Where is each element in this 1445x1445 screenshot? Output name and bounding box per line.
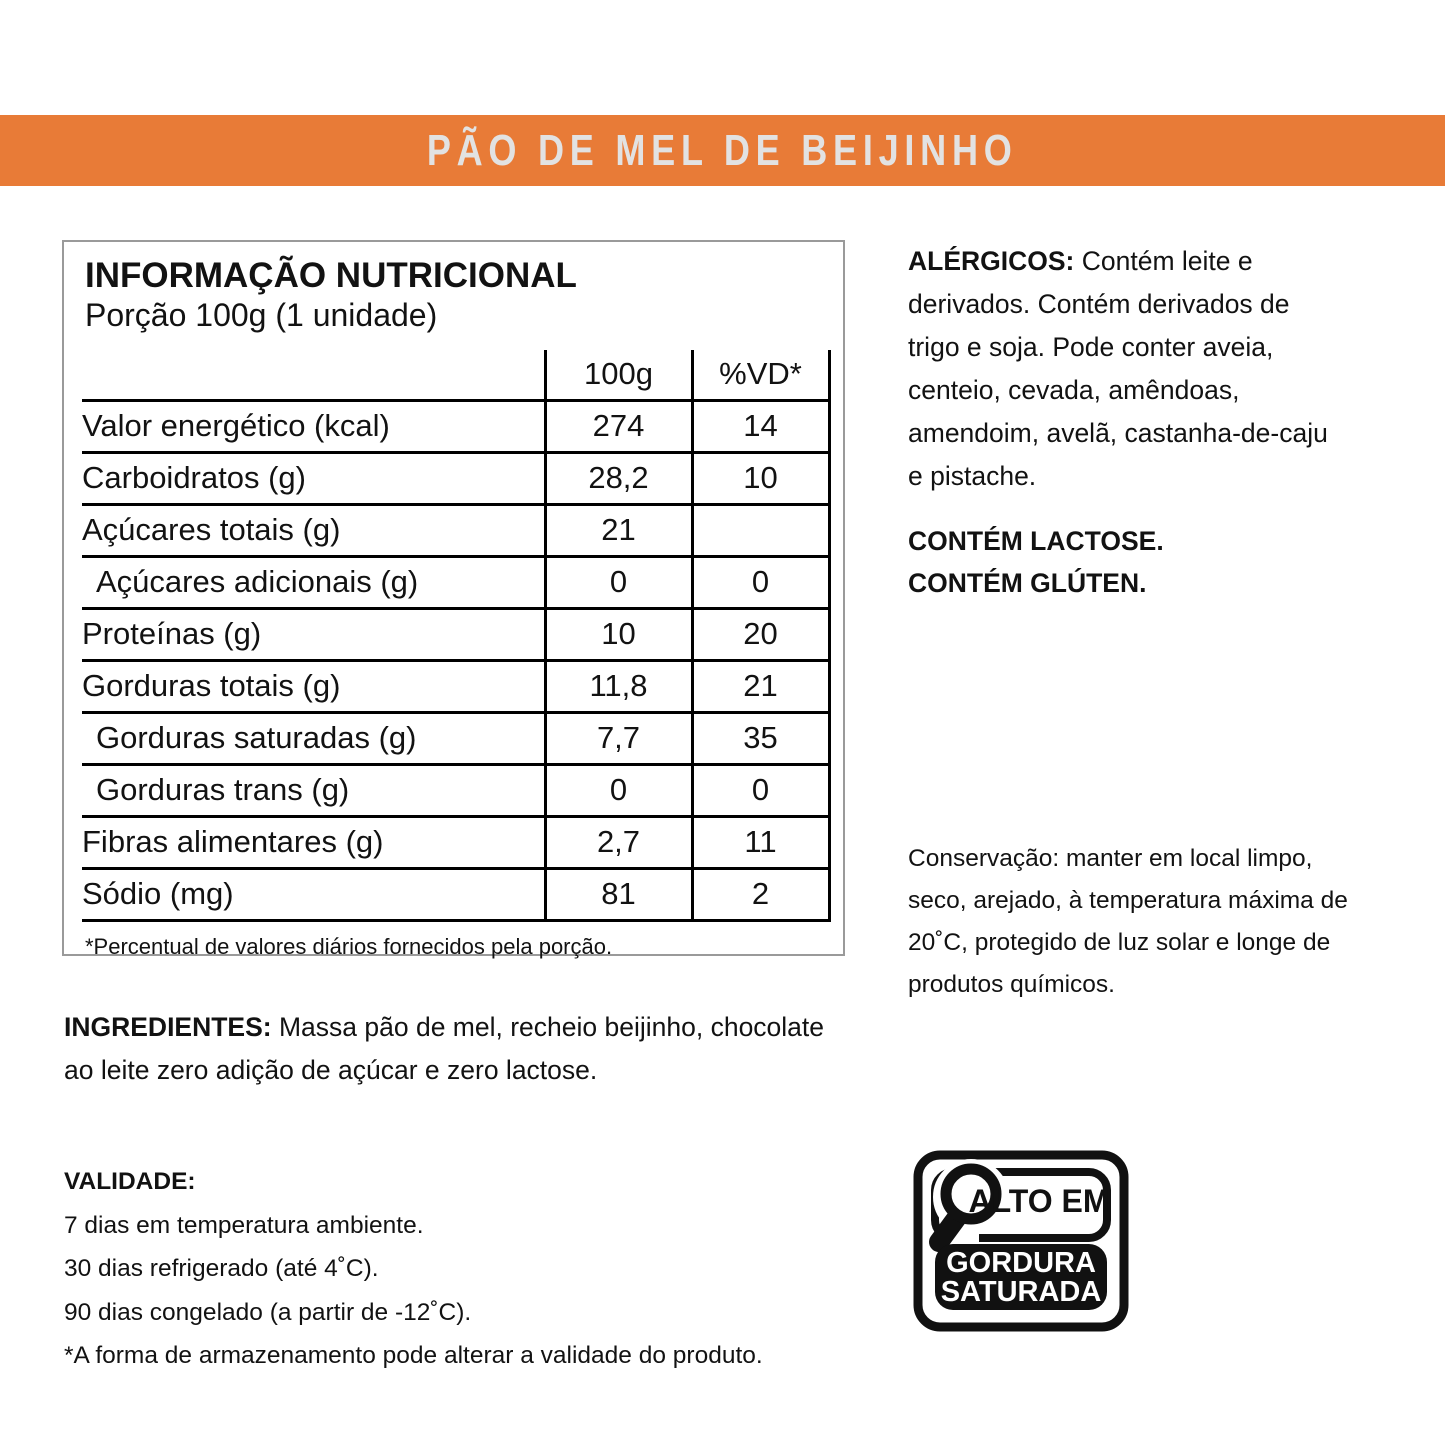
row-label: Fibras alimentares (g) <box>82 816 545 868</box>
column-header-amount: 100g <box>545 350 692 401</box>
contains-statements <box>908 520 1348 606</box>
row-dv <box>692 504 829 556</box>
row-dv: 21 <box>692 660 829 712</box>
row-value: 10 <box>545 608 692 660</box>
nutrition-table <box>82 350 831 922</box>
allergens-heading: ALÉRGICOS: <box>908 246 1075 276</box>
nutrition-title: INFORMAÇÃO NUTRICIONAL <box>85 256 577 295</box>
row-dv: 10 <box>692 452 829 504</box>
contains-lactose: CONTÉM LACTOSE. <box>908 525 1164 556</box>
ingredients-body: Massa pão de mel, recheio beijinho, chocolate ao leite zero adição de açúcar e zero lactose. <box>64 1012 825 1085</box>
nutrition-portion: Porção 100g (1 unidade) <box>85 297 438 334</box>
conservation-text: Conservação: manter em local limpo, seco, arejado, à temperatura máxima de 20˚C, protegido de luz solar e longe de produtos químicos. <box>908 845 1348 999</box>
validity-section <box>64 1160 864 1378</box>
row-dv: 2 <box>692 868 829 920</box>
nutrition-facts-panel <box>62 240 845 959</box>
row-label: Sódio (mg) <box>82 868 545 920</box>
row-dv: 0 <box>692 764 829 816</box>
ingredients-section <box>64 1006 854 1092</box>
ingredients-heading: INGREDIENTES: <box>64 1012 272 1042</box>
high-in-saturated-fat-warning-seal <box>913 1150 1129 1332</box>
seal-nutrient-line-2: SATURADA <box>940 1276 1102 1308</box>
seal-alto-em-label: ALTO EM <box>968 1183 1110 1219</box>
row-label: Açúcares totais (g) <box>82 504 545 556</box>
row-value: 0 <box>545 764 692 816</box>
table-row <box>82 400 829 452</box>
row-value: 2,7 <box>545 816 692 868</box>
table-header-row <box>82 350 829 401</box>
nutrition-table-body <box>82 400 829 920</box>
validity-line: 90 dias congelado (a partir de -12˚C). <box>64 1298 472 1326</box>
row-dv: 11 <box>692 816 829 868</box>
row-label: Valor energético (kcal) <box>82 400 545 452</box>
page-title: PÃO DE MEL DE BEIJINHO <box>427 125 1018 175</box>
contains-gluten: CONTÉM GLÚTEN. <box>908 568 1147 599</box>
table-row <box>82 452 829 504</box>
table-row <box>82 504 829 556</box>
row-label: Gorduras trans (g) <box>82 764 545 816</box>
validity-line: *A forma de armazenamento pode alterar a validade do produto. <box>64 1342 763 1370</box>
table-row <box>82 764 829 816</box>
row-value: 28,2 <box>545 452 692 504</box>
row-value: 21 <box>545 504 692 556</box>
row-label: Açúcares adicionais (g) <box>82 556 545 608</box>
row-dv: 20 <box>692 608 829 660</box>
row-value: 0 <box>545 556 692 608</box>
table-row <box>82 868 829 920</box>
allergens-body: Contém leite e derivados. Contém derivados de trigo e soja. Pode conter aveia, centeio, cevada, amêndoas, amendoim, avelã, castanha-de-caju e pistache. <box>908 246 1328 491</box>
table-row <box>82 660 829 712</box>
allergens-paragraph <box>908 240 1348 498</box>
table-row <box>82 556 829 608</box>
allergens-section <box>908 240 1348 605</box>
row-dv: 35 <box>692 712 829 764</box>
row-label: Gorduras totais (g) <box>82 660 545 712</box>
row-label: Carboidratos (g) <box>82 452 545 504</box>
column-header-nutrient <box>82 350 545 401</box>
column-header-dv: %VD* <box>692 350 829 401</box>
row-value: 11,8 <box>545 660 692 712</box>
table-row <box>82 816 829 868</box>
validity-heading: VALIDADE: <box>64 1168 196 1195</box>
table-row <box>82 608 829 660</box>
row-label: Proteínas (g) <box>82 608 545 660</box>
validity-line: 30 dias refrigerado (até 4˚C). <box>64 1255 379 1283</box>
product-header-band <box>0 115 1445 186</box>
table-row <box>82 712 829 764</box>
seal-nutrient-line-1: GORDURA <box>946 1247 1096 1279</box>
validity-line: 7 dias em temperatura ambiente. <box>64 1211 424 1239</box>
row-value: 7,7 <box>545 712 692 764</box>
nutrition-footnote: *Percentual de valores diários fornecidos pela porção. <box>85 933 613 959</box>
row-label: Gorduras saturadas (g) <box>82 712 545 764</box>
row-dv: 14 <box>692 400 829 452</box>
row-dv: 0 <box>692 556 829 608</box>
row-value: 81 <box>545 868 692 920</box>
row-value: 274 <box>545 400 692 452</box>
